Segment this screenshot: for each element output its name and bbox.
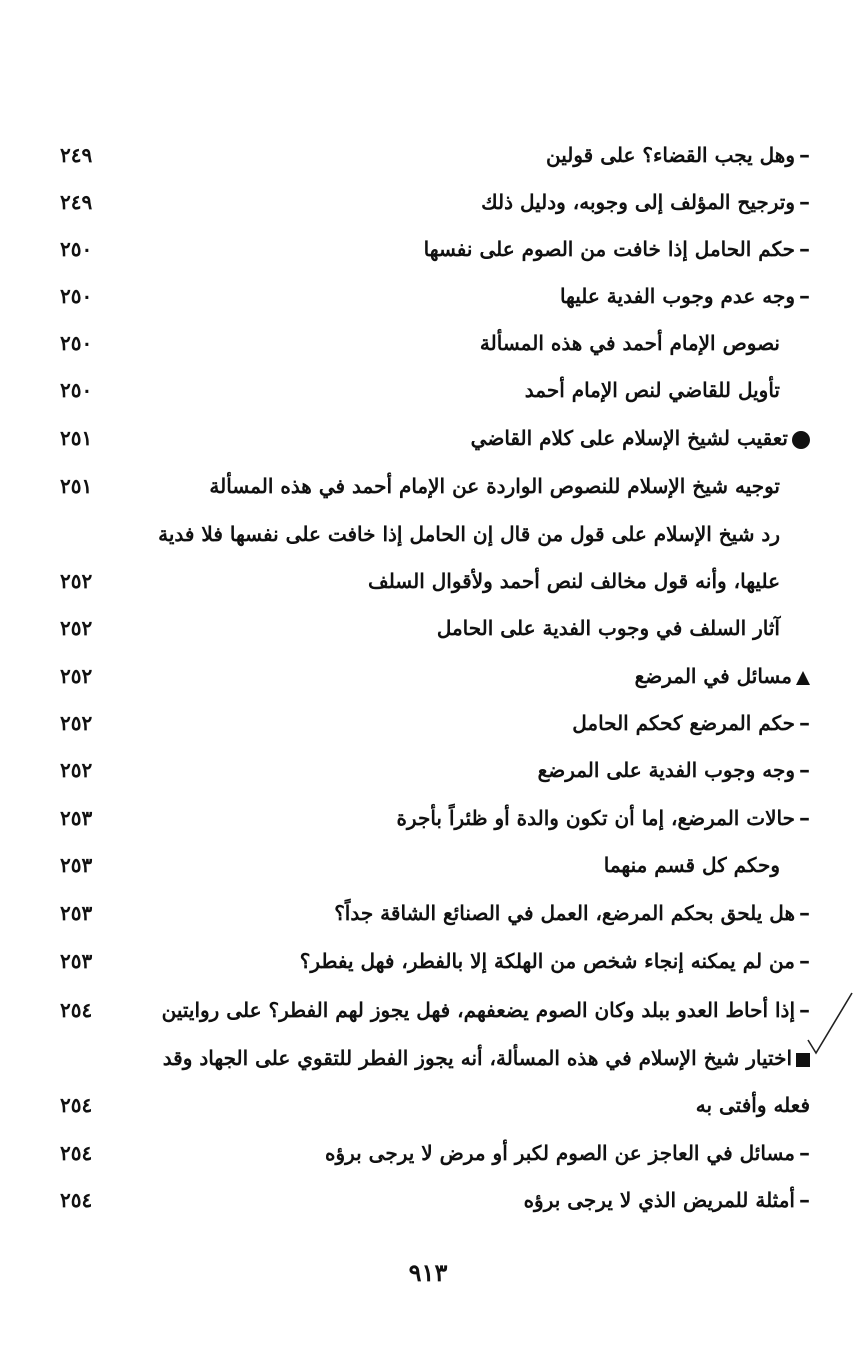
index-entry	[60, 608, 810, 648]
dash-bullet-icon: –	[799, 710, 810, 736]
entry-text-line	[120, 948, 810, 974]
entry-text-line	[120, 997, 810, 1023]
entry-text-line	[120, 378, 810, 402]
entry-text-line	[120, 664, 810, 688]
index-entry	[60, 135, 810, 175]
entry-page-number: ٢٥٣	[60, 901, 93, 925]
page-number: ٩١٣	[408, 1258, 448, 1287]
dash-bullet-icon: –	[799, 948, 810, 974]
entry-page-number: ٢٤٩	[60, 143, 93, 167]
entry-page-number: ٢٥٢	[60, 664, 93, 688]
handwritten-check-icon	[806, 985, 856, 1060]
entry-text-line	[120, 569, 810, 593]
dash-bullet-icon: –	[799, 236, 810, 262]
index-entry	[60, 990, 810, 1030]
index-entry	[60, 893, 810, 933]
entry-page-number: ٢٥٠	[60, 331, 93, 355]
dash-bullet-icon: –	[799, 283, 810, 309]
entry-text-line	[120, 236, 810, 262]
index-entry	[60, 656, 810, 696]
index-entry	[60, 750, 810, 790]
entry-page-number: ٢٥٤	[60, 998, 93, 1022]
index-entry	[60, 1038, 810, 1078]
entry-text-line	[120, 616, 810, 640]
entry-page-number: ٢٥٤	[60, 1188, 93, 1212]
entry-text: وجه وجوب الفدية على المرضع	[537, 758, 795, 782]
index-entry	[60, 323, 810, 363]
index-entry	[60, 561, 810, 601]
entry-text-line	[120, 1093, 810, 1117]
entry-page-number: ٢٤٩	[60, 190, 93, 214]
entry-text-line	[120, 853, 810, 877]
entry-text-line	[120, 900, 810, 926]
entry-text-line	[120, 189, 810, 215]
entry-text: فعله وأفتى به	[695, 1093, 810, 1117]
entry-page-number: ٢٥٠	[60, 284, 93, 308]
entry-page-number: ٢٥٤	[60, 1093, 93, 1117]
entry-text-line	[120, 474, 810, 498]
entry-text-line	[120, 757, 810, 783]
entry-text: رد شيخ الإسلام على قول من قال إن الحامل إذا خافت على نفسها فلا فدية	[158, 522, 780, 546]
entry-text: وترجيح المؤلف إلى وجوبه، ودليل ذلك	[481, 190, 795, 214]
entry-text: حكم المرضع كحكم الحامل	[572, 711, 795, 735]
entry-text: تأويل للقاضي لنص الإمام أحمد	[524, 378, 780, 402]
entry-text-line	[120, 710, 810, 736]
entry-page-number: ٢٥٣	[60, 949, 93, 973]
entry-page-number: ٢٥٢	[60, 758, 93, 782]
entry-text: تعقيب لشيخ الإسلام على كلام القاضي	[470, 426, 788, 450]
dash-bullet-icon: –	[799, 1140, 810, 1166]
index-entry	[60, 1133, 810, 1173]
entry-page-number: ٢٥٢	[60, 711, 93, 735]
entry-text: من لم يمكنه إنجاء شخص من الهلكة إلا بالفطر، فهل يفطر؟	[299, 949, 795, 973]
entry-text: وحكم كل قسم منهما	[603, 853, 780, 877]
dash-bullet-icon: –	[799, 757, 810, 783]
entry-text: مسائل في العاجز عن الصوم لكبر أو مرض لا يرجى برؤه	[324, 1141, 795, 1165]
entry-text: اختيار شيخ الإسلام في هذه المسألة، أنه يجوز الفطر للتقوي على الجهاد وقد	[162, 1046, 792, 1070]
index-entry	[60, 182, 810, 222]
entry-text: هل يلحق بحكم المرضع، العمل في الصنائع الشاقة جداً؟	[334, 901, 795, 925]
index-entry	[60, 1180, 810, 1220]
entry-text-line	[120, 331, 810, 355]
entry-text: آثار السلف في وجوب الفدية على الحامل	[436, 616, 780, 640]
dash-bullet-icon: –	[799, 189, 810, 215]
dash-bullet-icon: –	[799, 997, 810, 1023]
dash-bullet-icon: –	[799, 1187, 810, 1213]
entry-page-number: ٢٥٠	[60, 237, 93, 261]
index-entry	[60, 798, 810, 838]
index-entry	[60, 276, 810, 316]
entry-text-line	[120, 522, 810, 546]
dash-bullet-icon: –	[799, 900, 810, 926]
entry-text: إذا أحاط العدو ببلد وكان الصوم يضعفهم، فهل يجوز لهم الفطر؟ على روايتين	[161, 998, 795, 1022]
filled-circle-icon	[792, 431, 810, 449]
index-entry	[60, 514, 810, 554]
entry-page-number: ٢٥١	[60, 474, 93, 498]
entry-text: أمثلة للمريض الذي لا يرجى برؤه	[523, 1188, 795, 1212]
entry-page-number: ٢٥٢	[60, 569, 93, 593]
index-entry	[60, 466, 810, 506]
entry-text: وهل يجب القضاء؟ على قولين	[545, 143, 795, 167]
dash-bullet-icon: –	[799, 805, 810, 831]
entry-text: مسائل في المرضع	[634, 664, 792, 688]
index-entry	[60, 229, 810, 269]
entry-page-number: ٢٥١	[60, 426, 93, 450]
entry-page-number: ٢٥٤	[60, 1141, 93, 1165]
entry-page-number: ٢٥٢	[60, 616, 93, 640]
entry-text-line	[120, 1046, 810, 1070]
entry-text-line	[120, 426, 810, 450]
index-entry	[60, 941, 810, 981]
entry-text: وجه عدم وجوب الفدية عليها	[559, 284, 795, 308]
entry-page-number: ٢٥٣	[60, 853, 93, 877]
entry-page-number: ٢٥٣	[60, 806, 93, 830]
entry-text: حكم الحامل إذا خافت من الصوم على نفسها	[423, 237, 795, 261]
index-entry	[60, 418, 810, 458]
index-entry	[60, 1085, 810, 1125]
entry-text-line	[120, 1140, 810, 1166]
index-entry	[60, 370, 810, 410]
filled-triangle-icon	[796, 671, 810, 685]
entry-text-line	[120, 142, 810, 168]
entry-text: نصوص الإمام أحمد في هذه المسألة	[479, 331, 780, 355]
entry-text: توجيه شيخ الإسلام للنصوص الواردة عن الإمام أحمد في هذه المسألة	[209, 474, 780, 498]
index-entry	[60, 845, 810, 885]
entry-text: عليها، وأنه قول مخالف لنص أحمد ولأقوال السلف	[367, 569, 780, 593]
entry-page-number: ٢٥٠	[60, 378, 93, 402]
entry-text-line	[120, 1187, 810, 1213]
entry-text: حالات المرضع، إما أن تكون والدة أو ظئراً بأجرة	[396, 806, 795, 830]
index-entry	[60, 703, 810, 743]
dash-bullet-icon: –	[799, 142, 810, 168]
entry-text-line	[120, 805, 810, 831]
entry-text-line	[120, 283, 810, 309]
